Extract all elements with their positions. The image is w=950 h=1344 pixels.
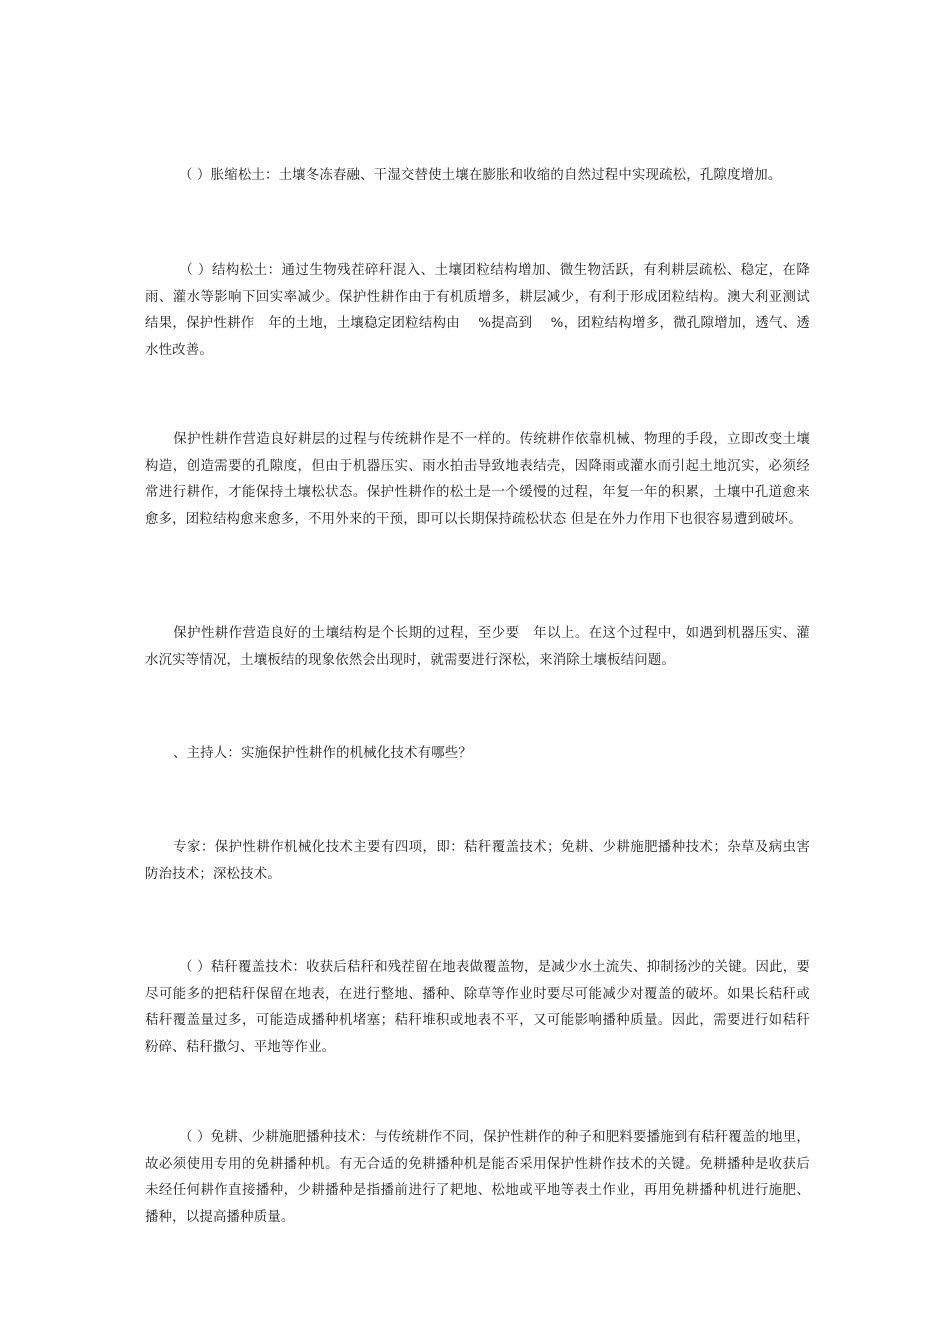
paragraph-text: （ ）秸秆覆盖技术：收获后秸秆和残茬留在地表做覆盖物，是减少水土流失、抑制扬沙的关键。因此，要尽可能多的把秸秆保留在地表，在进行整地、播种、除草等作业时要尽可能减少对覆盖的破坏。如果长秸秆或秸秆覆盖量过多，可能造成播种机堵塞；秸秆堆积或地表不平，又可能影响播种质量。因此，需要进行如秸秆粉碎、秸秆撒匀、平地等作业。 bbox=[145, 960, 810, 1055]
paragraph-text: （ ）胀缩松土：土壤冬冻春融、干湿交替使土壤在膨胀和收缩的自然过程中实现疏松，孔隙度增加。 bbox=[179, 168, 782, 183]
paragraph-text: 专家：保护性耕作机械化技术主要有四项，即：秸秆覆盖技术；免耕、少耕施肥播种技术；杂草及病虫害防治技术；深松技术。 bbox=[145, 840, 810, 882]
paragraph-text: （ ）免耕、少耕施肥播种技术：与传统耕作不同，保护性耕作的种子和肥料要播施到有秸秆覆盖的地里，故必须使用专用的免耕播种机。有无合适的免耕播种机是能否采用保护性耕作技术的关键。免耕播种是收获后未经任何耕作直接播种，少耕播种是指播前进行了耙地、松地或平地等表土作业，再用免耕播种机进行施肥、播种，以提高播种质量。 bbox=[145, 1130, 810, 1225]
paragraph-text: （ ）结构松土：通过生物残茬碎秆混入、土壤团粒结构增加、微生物活跃，有利耕层疏松、稳定，在降雨、灌水等影响下回实率减少。保护性耕作由于有机质增多，耕层减少，有利于形成团粒结构。澳大利亚测试结果，保护性耕作 年的土地，土壤稳定团粒结构由 %提高到 %，团粒结构增多，微孔隙增加，透气、透水性改善。 bbox=[145, 263, 810, 358]
paragraph-swelling-shrinkage-loosening bbox=[145, 163, 825, 190]
paragraph-text: 保护性耕作营造良好耕层的过程与传统耕作是不一样的。传统耕作依靠机械、物理的手段，立即改变土壤构造，创造需要的孔隙度，但由于机器压实、雨水拍击导致地表结壳，因降雨或灌水而引起土地沉实，必须经常进行耕作，才能保持土壤松状态。保护性耕作的松土是一个缓慢的过程，年复一年的积累，土壤中孔道愈来愈多，团粒结构愈来愈多，不用外来的干预，即可以长期保持疏松状态 但是在外力作用下也很容易遭到破坏。 bbox=[145, 432, 810, 527]
paragraph-tillage-comparison bbox=[145, 427, 810, 533]
paragraph-straw-mulching bbox=[145, 955, 810, 1061]
paragraph-structural-loosening bbox=[145, 258, 810, 364]
paragraph-text: 、主持人：实施保护性耕作的机械化技术有哪些？ bbox=[173, 746, 472, 761]
paragraph-long-term-structure bbox=[145, 621, 810, 674]
host-question bbox=[145, 741, 810, 768]
paragraph-text: 保护性耕作营造良好的土壤结构是个长期的过程，至少要 年以上。在这个过程中，如遇到机器压实、灌水沉实等情况，土壤板结的现象依然会出现时，就需要进行深松，来消除土壤板结问题。 bbox=[145, 626, 810, 668]
expert-answer bbox=[145, 835, 810, 888]
paragraph-no-till-seeding bbox=[145, 1125, 810, 1231]
